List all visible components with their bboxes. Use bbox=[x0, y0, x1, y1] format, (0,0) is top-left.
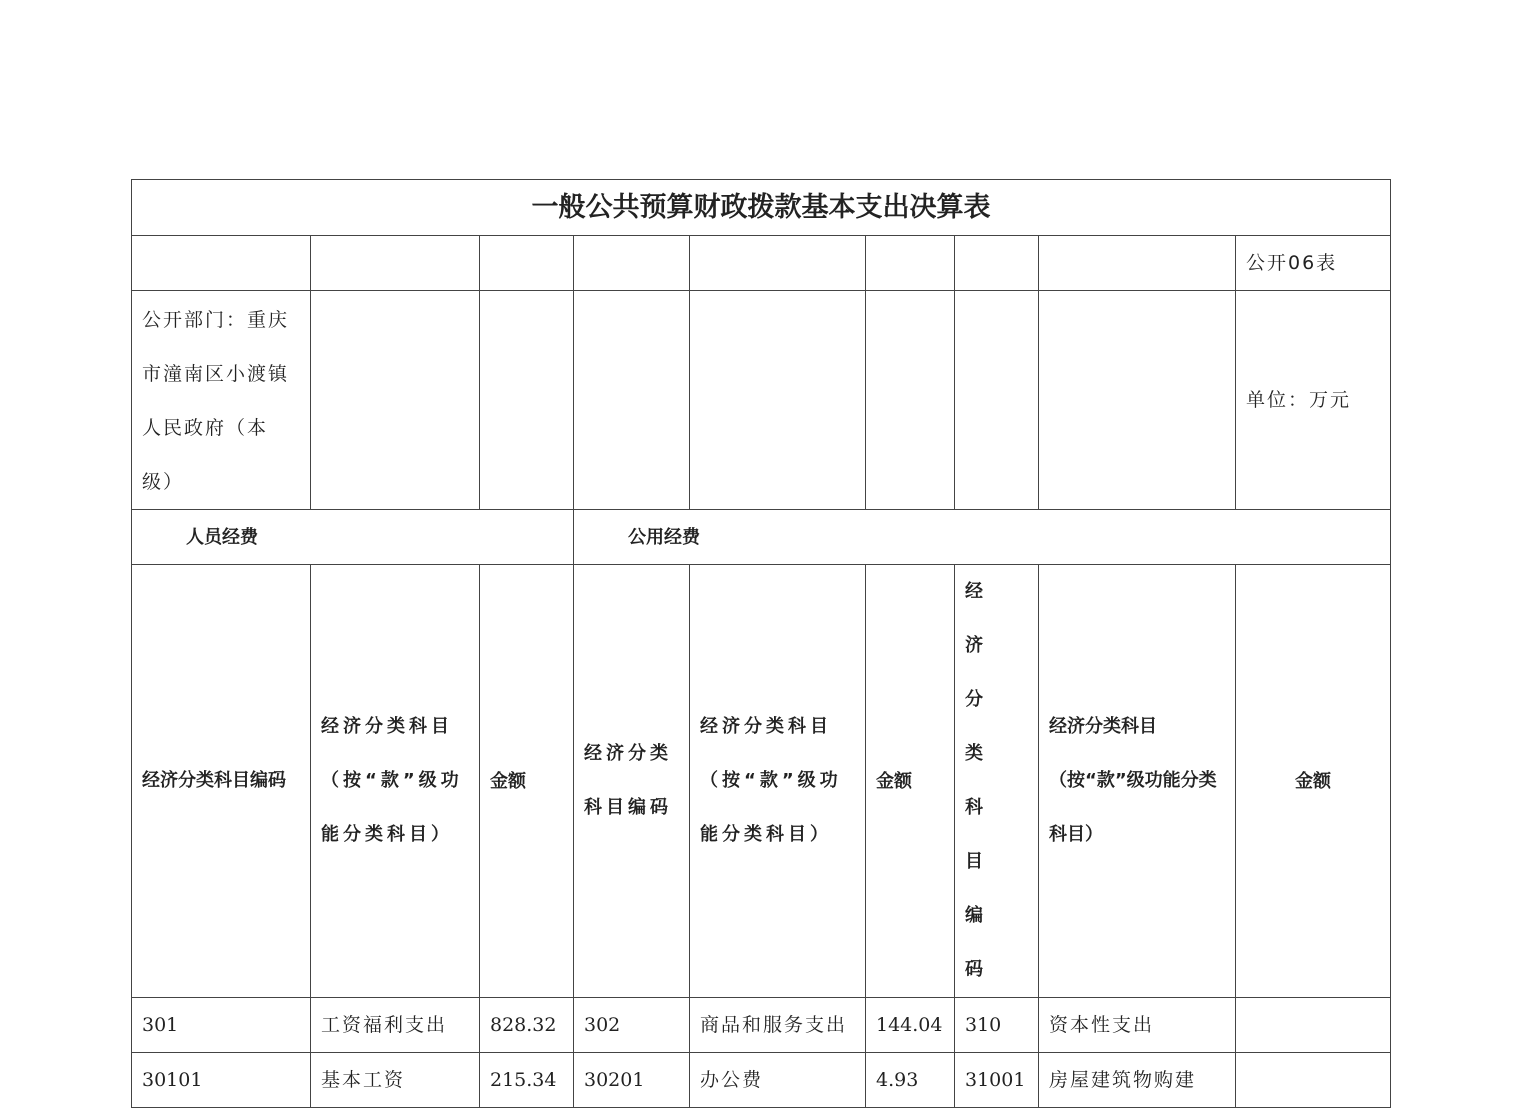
cell-code3: 310 bbox=[955, 998, 1039, 1053]
department-label: 公开部门：重庆市潼南区小渡镇人民政府（本级） bbox=[132, 291, 311, 510]
form-number-row bbox=[132, 236, 1391, 291]
header-code-capital: 经济分类科目编码 bbox=[955, 565, 1039, 998]
cell-amt2: 144.04 bbox=[866, 998, 955, 1053]
cell-name2: 商品和服务支出 bbox=[690, 998, 866, 1053]
dept-row bbox=[132, 291, 1391, 510]
cell-amt1: 215.34 bbox=[480, 1053, 574, 1108]
header-code-personnel: 经济分类科目编码 bbox=[132, 565, 311, 998]
unit-label: 单位：万元 bbox=[1236, 291, 1391, 510]
header-code-public: 经济分类科目编码 bbox=[574, 565, 690, 998]
cell-amt3 bbox=[1236, 998, 1391, 1053]
cell-name3: 资本性支出 bbox=[1039, 998, 1236, 1053]
cell-code1: 301 bbox=[132, 998, 311, 1053]
cell-name1: 基本工资 bbox=[311, 1053, 480, 1108]
table-title: 一般公共预算财政拨款基本支出决算表 bbox=[132, 180, 1391, 236]
table-row bbox=[132, 998, 1391, 1053]
cell-code2: 30201 bbox=[574, 1053, 690, 1108]
cell-amt1: 828.32 bbox=[480, 998, 574, 1053]
budget-table bbox=[131, 179, 1391, 1108]
section-public: 公用经费 bbox=[574, 510, 1391, 565]
header-amount-public: 金额 bbox=[866, 565, 955, 998]
table-row bbox=[132, 1053, 1391, 1108]
section-personnel: 人员经费 bbox=[132, 510, 574, 565]
cell-code1: 30101 bbox=[132, 1053, 311, 1108]
header-amount-capital: 金额 bbox=[1236, 565, 1391, 998]
cell-amt2: 4.93 bbox=[866, 1053, 955, 1108]
form-number: 公开06表 bbox=[1236, 236, 1391, 291]
cell-name3: 房屋建筑物购建 bbox=[1039, 1053, 1236, 1108]
header-row bbox=[132, 565, 1391, 998]
cell-code3: 31001 bbox=[955, 1053, 1039, 1108]
header-amount-personnel: 金额 bbox=[480, 565, 574, 998]
header-name-capital: 经济分类科目（按“款”级功能分类科目） bbox=[1039, 565, 1236, 998]
section-row bbox=[132, 510, 1391, 565]
cell-name1: 工资福利支出 bbox=[311, 998, 480, 1053]
cell-amt3 bbox=[1236, 1053, 1391, 1108]
header-name-public: 经济分类科目（按“款”级功能分类科目） bbox=[690, 565, 866, 998]
cell-name2: 办公费 bbox=[690, 1053, 866, 1108]
cell-code2: 302 bbox=[574, 998, 690, 1053]
header-name-personnel: 经济分类科目（按“款”级功能分类科目） bbox=[311, 565, 480, 998]
